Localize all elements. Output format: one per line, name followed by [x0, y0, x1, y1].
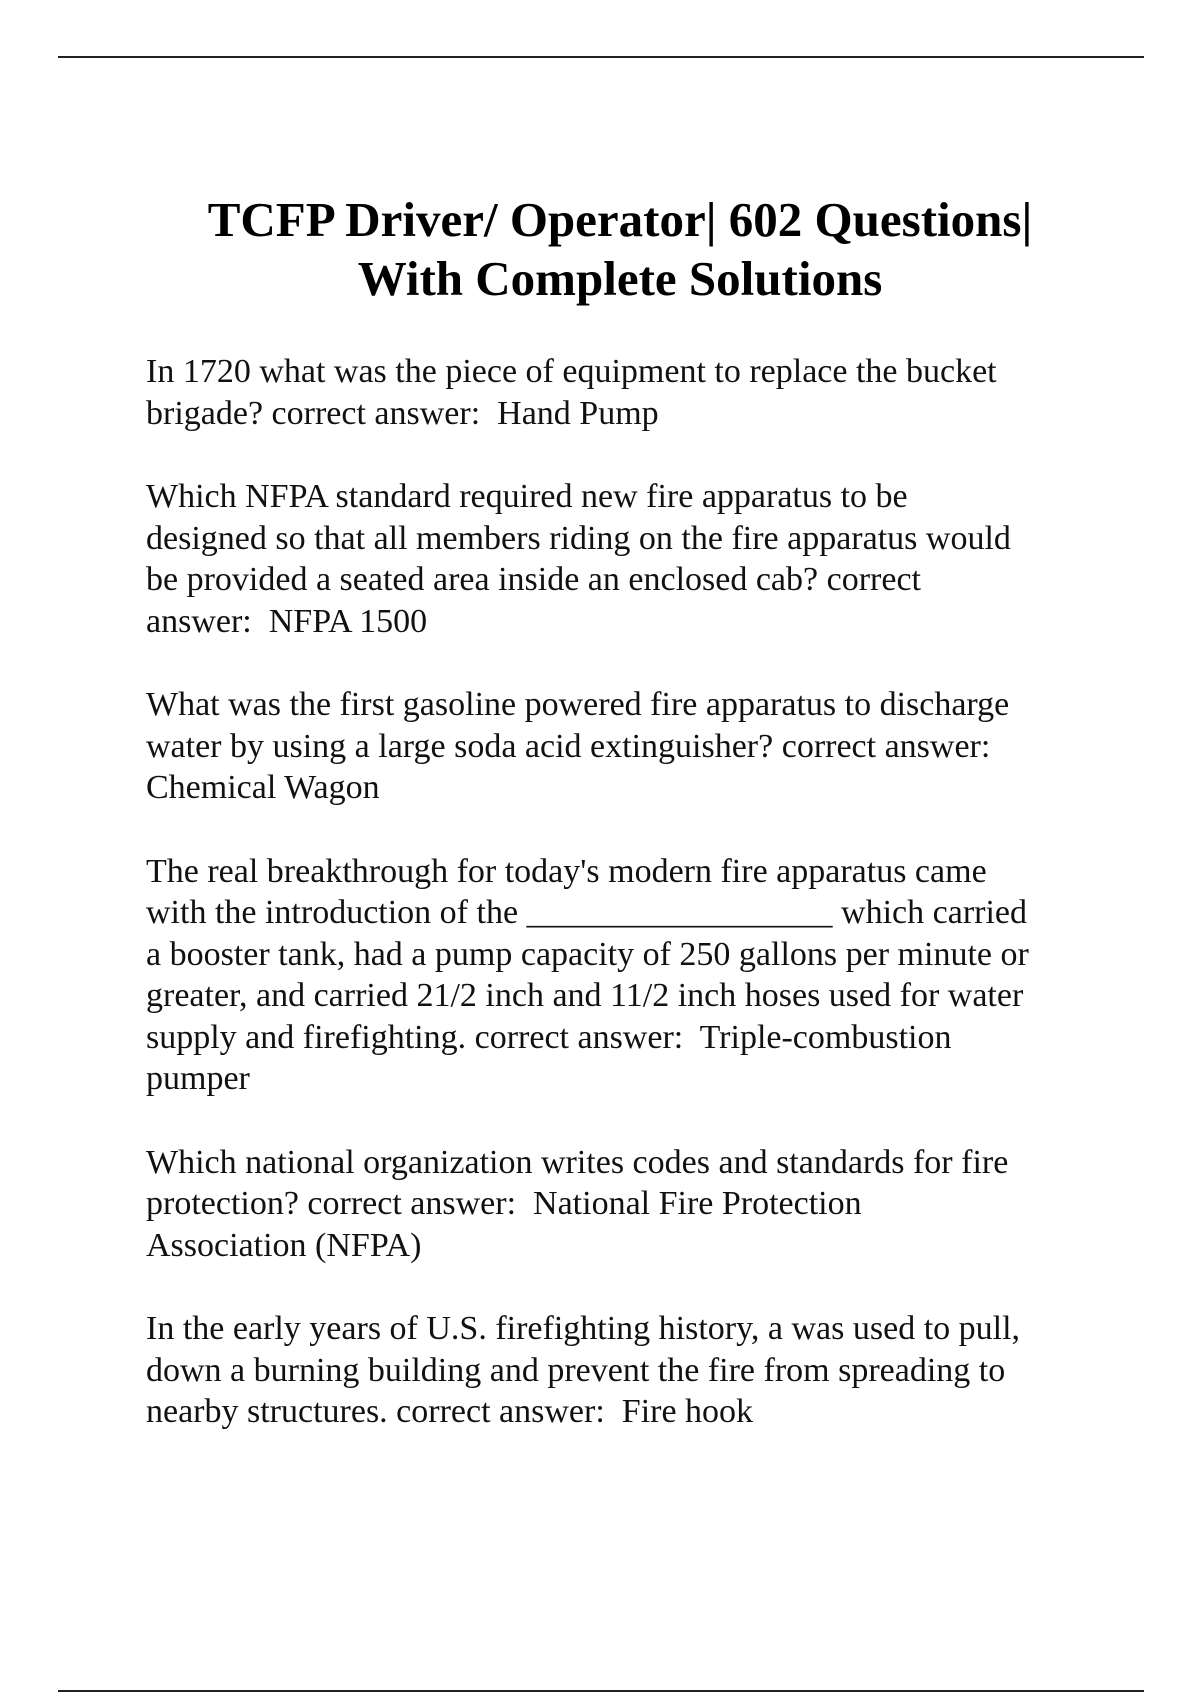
- bottom-divider: [58, 1690, 1144, 1692]
- question-item-5: Which national organization writes codes and standards for fire protection? correct answer: National Fire Protection Association (NFPA): [146, 1143, 1009, 1264]
- top-divider: [58, 56, 1144, 58]
- question-item-1: In 1720 what was the piece of equipment to replace the bucket brigade? correct answer: Hand Pump: [146, 353, 997, 432]
- title-line-2: With Complete Solutions: [357, 251, 883, 306]
- question-item-3: What was the first gasoline powered fire apparatus to discharge water by using a large soda acid extinguisher? correct answer: Chemical Wagon: [146, 686, 1010, 806]
- question-item-2: Which NFPA standard required new fire apparatus to be designed so that all members riding on the fire apparatus would be provided a seated area inside an enclosed cab? correct answer: NFPA 1500: [146, 478, 1011, 640]
- document-title: [100, 190, 1140, 308]
- title-line-1: TCFP Driver/ Operator| 602 Questions|: [207, 192, 1033, 247]
- question-item-6: In the early years of U.S. firefighting history, a was used to pull, down a burning building and prevent the fire from spreading to nearby structures. correct answer: Fire hook: [146, 1310, 1021, 1430]
- question-item-4: The real breakthrough for today's modern fire apparatus came with the introduction of the __________________ which carried a booster tank, had a pump capacity of 250 gallons per minute or greater, and carried 21/2 inch and 11/2 inch hoses used for water supply and firefighting. correct answer: Triple-combustion pumper: [146, 852, 1029, 1097]
- question-list: [146, 351, 1106, 1475]
